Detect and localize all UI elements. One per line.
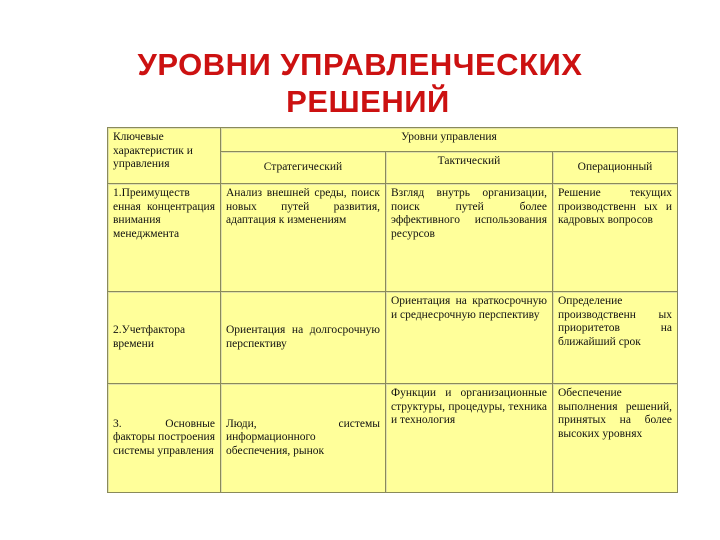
table-row [108, 184, 678, 292]
table-row [108, 384, 678, 493]
tactical-cell: Взгляд внутрь организации, поиск путей более эффективного использования ресурсов [386, 184, 553, 292]
row-label-cell: 2.Учетфактора времени [108, 292, 221, 384]
strategic-cell: Люди, системы информационного обеспечения, рынок [221, 384, 386, 493]
page-title-line-2: РЕШЕНИЙ [286, 84, 450, 119]
tactical-cell: Функции и организационные структуры, процедуры, техника и технология [386, 384, 553, 493]
operational-cell: Обеспечение выполнения решений, принятых на более высоких уровнях [553, 384, 678, 493]
row-label-cell: 3. Основные факторы построения системы управления [108, 384, 221, 493]
row-label-cell: 1.Преимуществ енная концентрация внимания менеджмента [108, 184, 221, 292]
table-row [108, 292, 678, 384]
operational-cell: Решение текущих производственн ых и кадровых вопросов [553, 184, 678, 292]
corner-header-cell: Ключевые характеристик и управления [108, 128, 221, 184]
column-header-strategic: Стратегический [221, 152, 386, 184]
page-title-line-1: УРОВНИ УПРАВЛЕНЧЕСКИХ [137, 47, 583, 82]
strategic-cell: Ориентация на долгосрочную перспективу [221, 292, 386, 384]
header-row [108, 128, 678, 152]
tactical-cell: Ориентация на краткосрочную и среднесрочную перспективу [386, 292, 553, 384]
column-header-operational: Операционный [553, 152, 678, 184]
operational-cell: Определение производственн ых приоритетов на ближайший срок [553, 292, 678, 384]
levels-header-cell: Уровни управления [221, 128, 678, 152]
strategic-cell: Анализ внешней среды, поиск новых путей развития, адаптация к изменениям [221, 184, 386, 292]
management-levels-table [107, 127, 678, 493]
column-header-tactical: Тактический [386, 152, 553, 184]
